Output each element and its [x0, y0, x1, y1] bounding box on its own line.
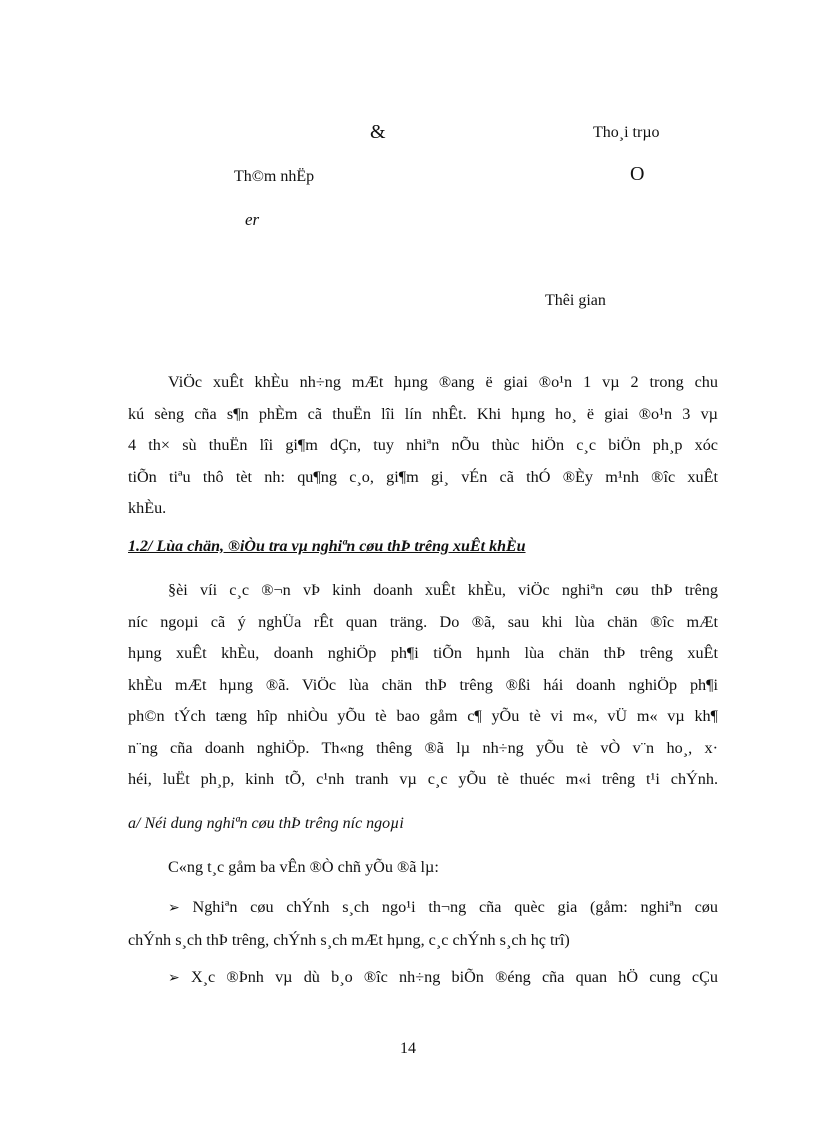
figure-glyph-top: & [370, 121, 386, 143]
bullet-item [128, 892, 718, 956]
paragraph-line: khÈu mÆt hµng ®ã. ViÖc lùa chän thÞ trêng ®ßi hái doanh nghiÖp ph¶i [128, 675, 718, 694]
bullet-line: chÝnh s¸ch thÞ trêng, chÝnh s¸ch mÆt hµng, c¸c chÝnh s¸ch hç trî) [128, 930, 570, 949]
figure-label-introduction: Th©m nhËp [234, 168, 315, 185]
paragraph-2 [128, 575, 718, 796]
paragraph-line: ViÖc xuÊt khÈu nh÷ng mÆt hµng ®ang ë giai ®o¹n 1 vµ 2 trong chu [168, 373, 718, 391]
arrow-bullet-icon: ➢ [168, 971, 180, 986]
paragraph-3 [128, 852, 718, 884]
paragraph-line: §èi víi c¸c ®¬n vÞ kinh doanh xuÊt khÈu, viÖc nghiªn cøu thÞ trêng [168, 581, 718, 599]
page-number: 14 [400, 1040, 416, 1057]
arrow-bullet-icon: ➢ [168, 901, 180, 916]
subsection-heading: a/ Néi dung nghiªn cøu thÞ trêng níc ngoµi [128, 815, 404, 832]
paragraph-line: 4 th× sù thuËn lîi gi¶m dÇn, tuy nhiªn nÕu thùc hiÖn c¸c biÖn ph¸p xóc [128, 436, 718, 454]
paragraph-line: C«ng t¸c gåm ba vÊn ®Ò chñ yÕu ®ã lµ: [168, 858, 439, 876]
bullet-line [128, 892, 718, 925]
figure-label-decline: Tho¸i trµo [593, 124, 660, 141]
bullet-line [128, 962, 718, 995]
figure-glyph-right: O [630, 163, 645, 185]
section-heading: 1.2/ Lùa chän, ®iÒu tra vµ nghiªn cøu thÞ trêng xuÊt khÈu [128, 538, 526, 555]
bullet-text: X¸c ®Þnh vµ dù b¸o ®îc nh÷ng biÕn ®éng cña quan hÖ cung cÇu [190, 968, 719, 986]
bullet-text: Nghiªn cøu chÝnh s¸ch ngo¹i th¬ng cña quèc gia (gåm: nghiªn cøu [192, 898, 718, 916]
figure-label-time: Thêi gian [545, 292, 606, 309]
figure-glyph-left: er [245, 210, 260, 229]
bullet-item [128, 962, 718, 995]
paragraph-line: héi, luËt ph¸p, kinh tÕ, c¹nh tranh vµ c¸c yÕu tè thuéc m«i trêng t¹i chÝnh. [128, 770, 718, 788]
paragraph-line: kú sèng cña s¶n phÈm cã thuËn lîi lín nhÊt. Khi hµng ho¸ ë giai ®o¹n 3 vµ [128, 404, 718, 423]
paragraph-line: khÈu. [128, 499, 167, 517]
paragraph-line: hµng xuÊt khÈu, doanh nghiÖp ph¶i tiÕn hµnh lùa chän thÞ trêng xuÊt [128, 644, 718, 662]
paragraph-1 [128, 367, 718, 525]
paragraph-line: n¨ng cña doanh nghiÖp. Th«ng thêng ®ã lµ nh÷ng yÕu tè vÒ v¨n ho¸, x· [128, 738, 718, 757]
paragraph-line: níc ngoµi cã ý nghÜa rÊt quan träng. Do ®ã, sau khi lùa chän ®îc mÆt [128, 612, 718, 631]
paragraph-line: tiÕn tiªu thô tèt nh: qu¶ng c¸o, gi¶m gi¸ vÉn cã thÓ ®Èy m¹nh ®îc xuÊt [128, 467, 718, 486]
paragraph-line: ph©n tÝch tæng hîp nhiÒu yÕu tè bao gåm c¶ yÕu tè vi m«, vÜ m« vµ kh¶ [128, 707, 718, 725]
